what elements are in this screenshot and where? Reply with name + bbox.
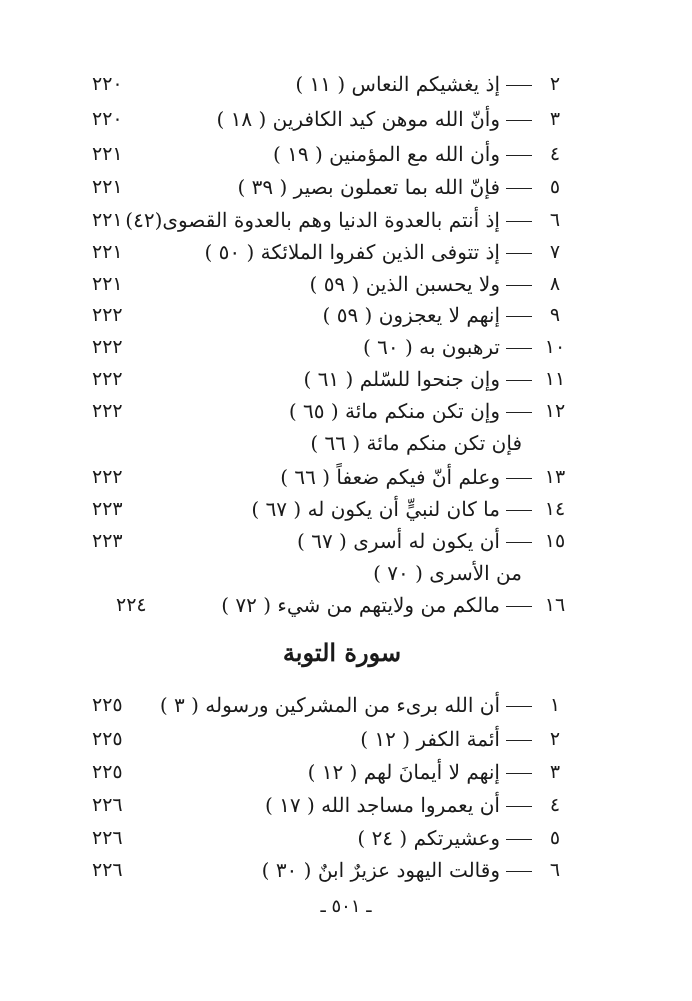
entry-text: أئمة الكفر ( ١٢ ) (360, 727, 500, 751)
index-row (0, 299, 692, 331)
entry-text: مالكم من ولايتهم من شيء ( ٧٢ ) (221, 593, 500, 617)
index-row (0, 171, 692, 203)
entry-number: ١٥ (544, 530, 566, 552)
entry-number: ٥ (549, 827, 561, 849)
entry-number: ٢ (549, 73, 561, 95)
entry-page-number: ٢٢١ (92, 241, 123, 263)
entry-text: إذ تتوفى الذين كفروا الملائكة ( ٥٠ ) (204, 240, 500, 264)
entry-text: فإن تكن منكم مائة ( ٦٦ ) (310, 431, 522, 455)
entry-text: وقالت اليهود عزيرٌ ابنٌ ( ٣٠ ) (261, 858, 500, 882)
entry-page-number: ٢٢٢ (92, 368, 123, 390)
index-row (0, 723, 692, 755)
entry-text: وعشيرتكم ( ٢٤ ) (357, 826, 500, 850)
entry-dash (506, 871, 532, 872)
entry-page-number: ٢٢٢ (92, 400, 123, 422)
entry-text: أن يعمروا مساجد الله ( ١٧ ) (264, 793, 500, 817)
entry-dash (506, 510, 532, 511)
entry-number: ٣ (549, 108, 561, 130)
entry-text: إنهم لا يعجزون ( ٥٩ ) (322, 303, 500, 327)
entry-dash (506, 316, 532, 317)
entry-number: ٤ (549, 143, 561, 165)
entry-number: ١٢ (544, 400, 566, 422)
entry-dash (506, 380, 532, 381)
entry-dash (506, 221, 532, 222)
entry-page-number: ٢٢٥ (92, 694, 123, 716)
entry-text: وإن تكن منكم مائة ( ٦٥ ) (288, 399, 500, 423)
entry-dash (506, 155, 532, 156)
entry-page-number: ٢٢٦ (92, 827, 123, 849)
entry-page-number: ٢٢٢ (92, 336, 123, 358)
index-row (0, 589, 692, 621)
entry-number: ١٣ (544, 466, 566, 488)
index-row (0, 493, 692, 525)
entry-page-number: ٢٢٥ (92, 728, 123, 750)
entry-number: ٦ (549, 859, 561, 881)
entry-number: ١٤ (544, 498, 566, 520)
entry-text: ما كان لنبيٍّ أن يكون له ( ٦٧ ) (251, 497, 500, 521)
entry-text: ترهبون به ( ٦٠ ) (362, 335, 500, 359)
index-row (0, 756, 692, 788)
index-row (0, 854, 692, 886)
entry-dash (506, 412, 532, 413)
index-row (0, 204, 692, 236)
entry-number: ١٠ (544, 336, 566, 358)
entry-dash (506, 839, 532, 840)
entry-dash (506, 285, 532, 286)
page-number-footer: ـ ٥٠١ ـ (320, 896, 372, 917)
entry-number: ٧ (549, 241, 561, 263)
entry-page-number: ٢٢١ (92, 176, 123, 198)
index-row (0, 395, 692, 427)
entry-dash (506, 253, 532, 254)
entry-page-number: ٢٢٢ (92, 466, 123, 488)
entry-page-number: ٢٢٣ (92, 498, 123, 520)
entry-text: أن يكون له أسرى ( ٦٧ ) (297, 529, 500, 553)
index-row-continuation (0, 557, 692, 589)
entry-number: ٢ (549, 728, 561, 750)
entry-text: من الأسرى ( ٧٠ ) (373, 561, 522, 585)
surah-title (0, 638, 692, 667)
index-row (0, 525, 692, 557)
entry-text: إنهم لا أيمانَ لهم ( ١٢ ) (307, 760, 500, 784)
entry-page-number: ٢٢١ (92, 143, 123, 165)
index-row (0, 363, 692, 395)
entry-page-number: ٢٢٦ (92, 794, 123, 816)
entry-number: ٣ (549, 761, 561, 783)
index-row (0, 268, 692, 300)
entry-dash (506, 188, 532, 189)
entry-page-number: ٢٢٠ (92, 108, 123, 130)
entry-page-number: ٢٢٠ (92, 73, 123, 95)
entry-number: ٥ (549, 176, 561, 198)
entry-dash (506, 606, 532, 607)
index-row (0, 236, 692, 268)
entry-dash (506, 806, 532, 807)
entry-text: أن الله برىء من المشركين ورسوله ( ٣ ) (159, 693, 500, 717)
entry-text: إذ أنتم بالعدوة الدنيا وهم بالعدوة القصوى(٤٢) (125, 208, 500, 232)
entry-dash (506, 740, 532, 741)
entry-dash (506, 120, 532, 121)
index-row (0, 331, 692, 363)
entry-number: ١١ (544, 368, 566, 390)
entry-page-number: ٢٢٤ (116, 594, 147, 616)
entry-dash (506, 773, 532, 774)
entry-dash (506, 478, 532, 479)
entry-text: ولا يحسبن الذين ( ٥٩ ) (309, 272, 500, 296)
index-row (0, 138, 692, 170)
index-row (0, 689, 692, 721)
entry-page-number: ٢٢٣ (92, 530, 123, 552)
entry-text: فإنّ الله بما تعملون بصير ( ٣٩ ) (237, 175, 500, 199)
entry-dash (506, 706, 532, 707)
entry-page-number: ٢٢٥ (92, 761, 123, 783)
entry-number: ٩ (549, 304, 561, 326)
entry-text: وأن الله مع المؤمنين ( ١٩ ) (272, 142, 500, 166)
index-row (0, 789, 692, 821)
index-row (0, 103, 692, 135)
entry-text: وإن جنحوا للسّلم ( ٦١ ) (303, 367, 500, 391)
index-row (0, 822, 692, 854)
entry-page-number: ٢٢٢ (92, 304, 123, 326)
entry-page-number: ٢٢١ (92, 273, 123, 295)
index-row-continuation (0, 427, 692, 459)
entry-text: وأنّ الله موهن كيد الكافرين ( ١٨ ) (216, 107, 500, 131)
entry-dash (506, 542, 532, 543)
entry-number: ٦ (549, 209, 561, 231)
entry-page-number: ٢٢٦ (92, 859, 123, 881)
index-row (0, 68, 692, 100)
entry-text: وعلم أنّ فيكم ضعفاً ( ٦٦ ) (280, 465, 500, 489)
entry-number: ٨ (549, 273, 561, 295)
entry-number: ١ (549, 694, 561, 716)
surah-title-text: سورة التوبة (282, 638, 402, 667)
entry-dash (506, 85, 532, 86)
entry-page-number: ٢٢١ (92, 209, 123, 231)
entry-number: ١٦ (544, 594, 566, 616)
entry-text: إذ يغشيكم النعاس ( ١١ ) (295, 72, 500, 96)
entry-number: ٤ (549, 794, 561, 816)
entry-dash (506, 348, 532, 349)
index-row (0, 461, 692, 493)
